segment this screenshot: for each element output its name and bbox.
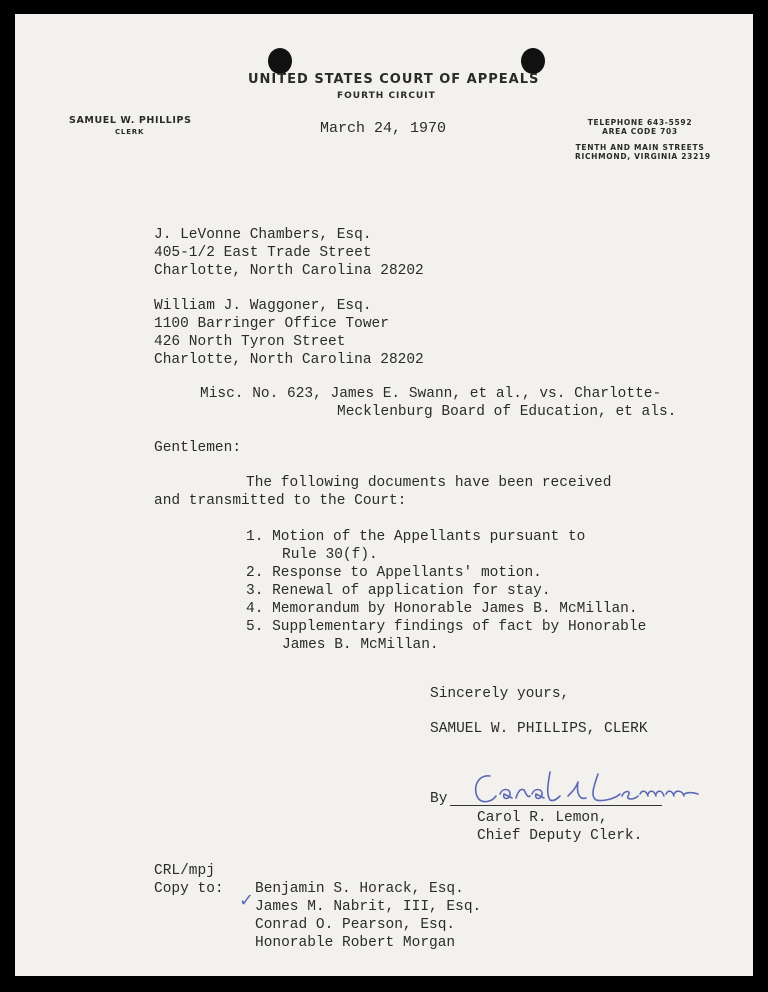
list-item: James M. Nabrit, III, Esq.	[255, 899, 482, 915]
copy-list	[255, 880, 481, 952]
typist-initials: CRL/mpj	[154, 863, 215, 879]
recipient-line: 405-1/2 East Trade Street	[154, 245, 372, 261]
street-address: TENTH AND MAIN STREETS	[575, 143, 705, 152]
area-code: AREA CODE 703	[602, 127, 678, 136]
recipient-line: 1100 Barringer Office Tower	[154, 316, 389, 332]
recipient-line: Charlotte, North Carolina 28202	[154, 263, 424, 279]
list-item	[246, 600, 646, 618]
list-item: Honorable Robert Morgan	[255, 935, 456, 951]
list-item: Conrad O. Pearson, Esq.	[255, 917, 456, 933]
recipient-1	[154, 226, 424, 280]
recipient-line: J. LeVonne Chambers, Esq.	[154, 227, 372, 243]
list-item-continuation: James B. McMillan.	[282, 637, 439, 653]
closing-clerk: SAMUEL W. PHILLIPS, CLERK	[430, 721, 648, 737]
list-item	[246, 564, 646, 582]
closing-sincerely: Sincerely yours,	[430, 686, 570, 702]
city-address: RICHMOND, VIRGINIA 23219	[575, 152, 711, 161]
list-item	[246, 618, 646, 636]
list-item: Benjamin S. Horack, Esq.	[255, 881, 464, 897]
recipient-2	[154, 297, 424, 369]
signer-title: Chief Deputy Clerk.	[477, 828, 643, 844]
item-text: Supplementary findings of fact by Honorable	[272, 619, 647, 635]
punch-hole-left	[268, 48, 292, 74]
telephone: TELEPHONE 643-5592	[587, 118, 693, 127]
list-item	[246, 528, 646, 546]
reference-line-2: Mecklenburg Board of Education, et als.	[337, 404, 677, 420]
item-text: Memorandum by Honorable James B. McMillan.	[272, 601, 638, 617]
list-item-continuation: Rule 30(f).	[282, 547, 378, 563]
letter-date: March 24, 1970	[320, 120, 447, 137]
item-number: 3.	[246, 583, 264, 599]
body-line-1: The following documents have been received	[246, 475, 612, 491]
clerk-name: SAMUEL W. PHILLIPS	[69, 115, 192, 126]
clerk-title: CLERK	[115, 128, 145, 136]
document-list	[246, 528, 646, 654]
by-label: By	[430, 791, 448, 807]
signer-name: Carol R. Lemon,	[477, 810, 608, 826]
item-number: 5.	[246, 619, 264, 635]
list-item	[246, 582, 646, 600]
recipient-line: Charlotte, North Carolina 28202	[154, 352, 424, 368]
punch-hole-right	[521, 48, 545, 74]
letter-page	[15, 14, 753, 976]
check-mark-icon: ✓	[239, 890, 255, 911]
item-text: Motion of the Appellants pursuant to	[272, 529, 586, 545]
item-number: 4.	[246, 601, 264, 617]
contact-block	[575, 118, 711, 161]
item-number: 2.	[246, 565, 264, 581]
salutation: Gentlemen:	[154, 440, 242, 456]
reference-line-1: Misc. No. 623, James E. Swann, et al., vs. Charlotte-	[200, 386, 662, 402]
item-number: 1.	[246, 529, 264, 545]
item-text: Response to Appellants' motion.	[272, 565, 542, 581]
recipient-line: 426 North Tyron Street	[154, 334, 346, 350]
signature-line	[450, 805, 662, 806]
circuit-name: FOURTH CIRCUIT	[337, 91, 436, 101]
body-line-2: and transmitted to the Court:	[154, 493, 407, 509]
copy-to-label: Copy to:	[154, 881, 224, 897]
court-name: UNITED STATES COURT OF APPEALS	[248, 72, 540, 87]
recipient-line: William J. Waggoner, Esq.	[154, 298, 372, 314]
item-text: Renewal of application for stay.	[272, 583, 551, 599]
